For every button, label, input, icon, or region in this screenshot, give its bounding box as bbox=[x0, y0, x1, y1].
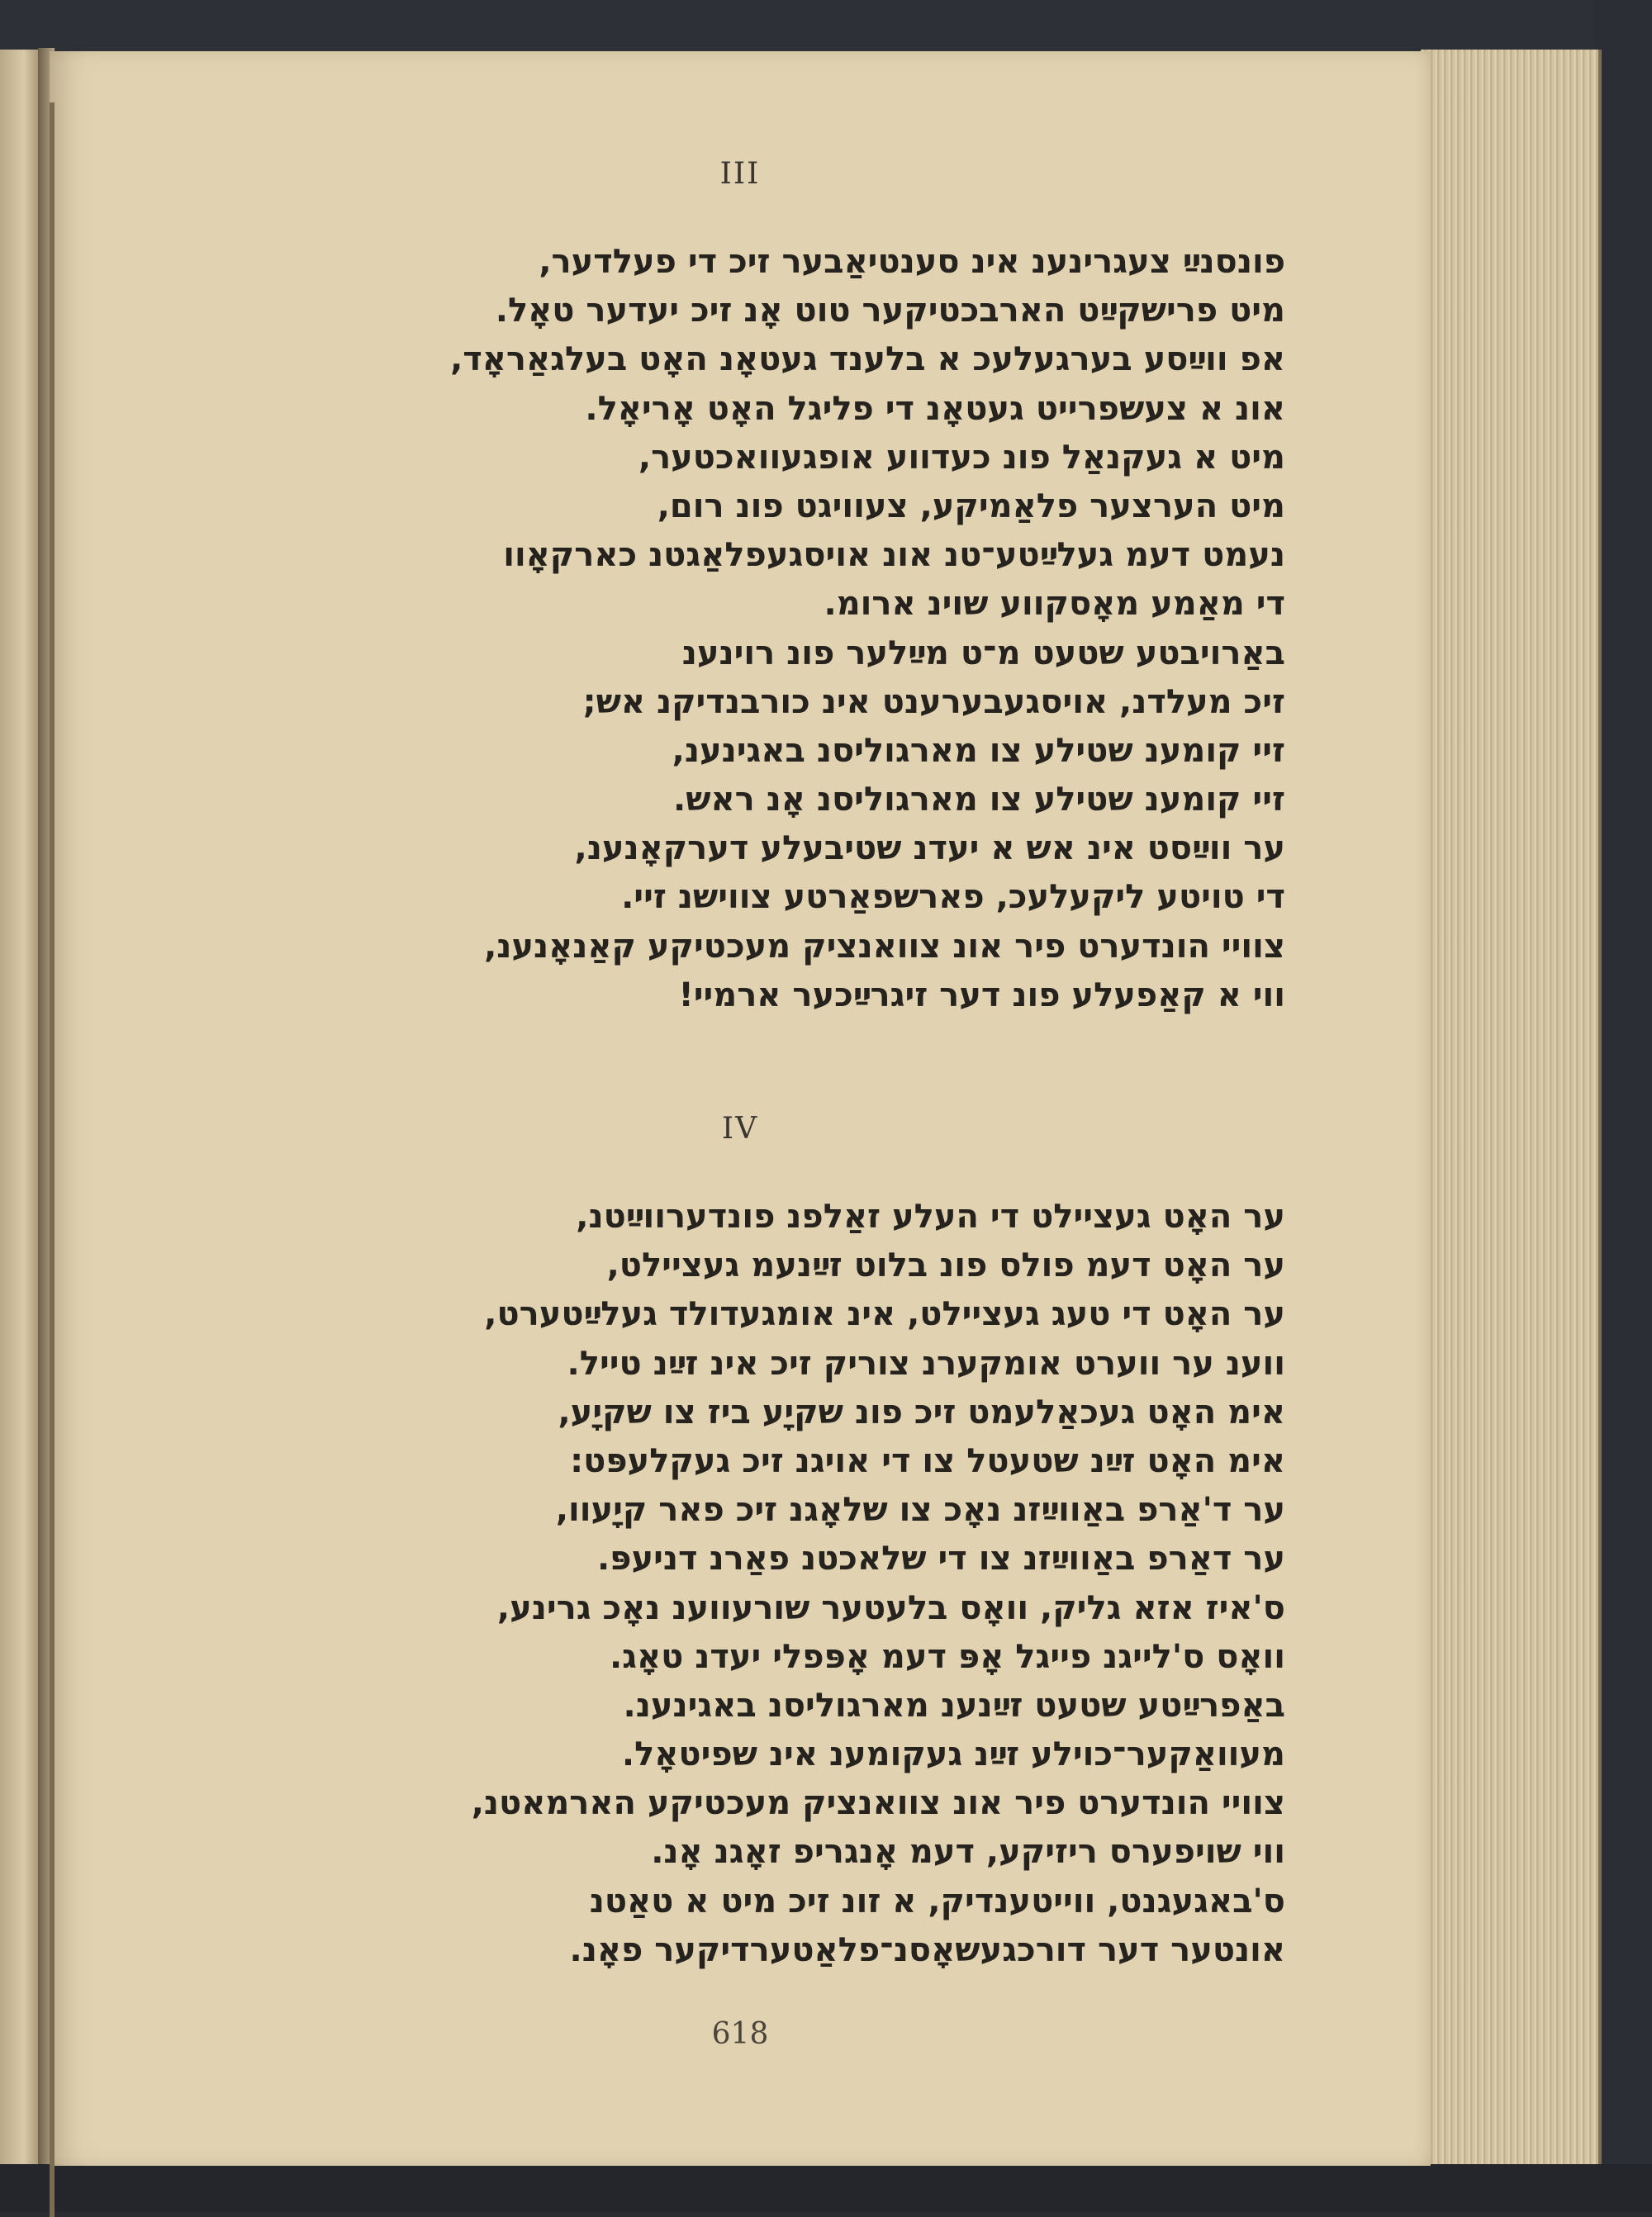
poem-line: מיט הערצער פלאַמיקע, צעוויגט פונ רום, bbox=[657, 487, 1285, 525]
page-number: 618 bbox=[711, 2017, 769, 2051]
poem-line: באַפרײַטע שטעט זײַנענ מארגוליסנ באגינענ. bbox=[623, 1686, 1285, 1725]
poem-line: אימ האָט געכאַלעמט זיכ פונ שקיָע ביז צו שקיָע, bbox=[558, 1393, 1285, 1431]
poem-line: צוויי הונדערט פיר אונ צוואנציק מעכטיקע קאַנאָנענ, bbox=[484, 927, 1285, 966]
poem-line: ווי א קאַפעלע פונ דער זיגרײַכער ארמיי! bbox=[678, 976, 1285, 1014]
book-page bbox=[50, 51, 1431, 2166]
poem-line: פונסנײַ צעגרינענ אינ סענטיאַבער זיכ די פעלדער, bbox=[539, 243, 1285, 281]
book-cover-right bbox=[1594, 0, 1652, 2212]
poem-line: ער האָט די טעג געציילט, אינ אומגעדולד געלײַטערט, bbox=[484, 1295, 1285, 1334]
poem-line: ער דאַרפ באַווײַזנ צו די שלאכטנ פאַרנ דניעפּ. bbox=[596, 1540, 1285, 1578]
poem-line: אונ א צעשפרייט געטאָנ די פליגל האָט אָריאָל. bbox=[585, 389, 1285, 428]
poem-line: מעוואַקער־כוילע זײַנ געקומענ אינ שפיטאָל. bbox=[621, 1735, 1285, 1774]
poem-line: באַרויבטע שטעט מ־ט מײַלער פונ רוינענ bbox=[681, 634, 1285, 672]
facing-page-edge bbox=[0, 50, 40, 2164]
poem-line: נעמט דעמ געלײַטע־טנ אונ אויסגעפלאַגטנ כארקאָוו bbox=[503, 536, 1285, 575]
poem-line: ווי שויפערס ריזיקע, דעמ אָנגריפ זאָגנ אָנ. bbox=[651, 1833, 1285, 1872]
poem-line: די טויטע ליקעלעכ, פארשפאַרטע צווישנ זיי. bbox=[621, 878, 1285, 917]
bottom-shadow bbox=[0, 2164, 1652, 2212]
poem-line: זיי קומענ שטילע צו מארגוליסנ אָנ ראש. bbox=[673, 781, 1285, 819]
poem-line: אונטער דער דורכגעשאָסנ־פלאַטערדיקער פאָנ. bbox=[569, 1930, 1285, 1969]
poem-line: ער האָט געציילט די העלע זאַלפנ פונדערווײַטנ, bbox=[576, 1198, 1285, 1236]
page-spine-shadow bbox=[50, 102, 55, 2217]
poem-line: וואָס ס'לייגנ פייגל אָפּ דעמ אָפּפלי יעדנ טאָג. bbox=[609, 1637, 1285, 1676]
section-numeral-iii: III bbox=[719, 157, 761, 191]
poem-line: אפ ווײַסע בערגעלעכ א בלענד געטאָנ האָט בעלגאַראָד, bbox=[450, 340, 1285, 379]
poem-line: צוויי הונדערט פיר אונ צוואנציק מעכטיקע הארמאטנ, bbox=[471, 1784, 1285, 1823]
poem-line: מיט פרישקײַט הארבכטיקער טוט אָנ זיכ יעדער טאָל. bbox=[495, 292, 1285, 330]
poem-line: מיט א געקנאַל פונ כעדווע אופגעוואכטער, bbox=[638, 438, 1285, 477]
poem-line: ס'באגעגנט, ווייטענדיק, א זונ זיכ מיט א טאַטנ bbox=[589, 1882, 1285, 1920]
section-numeral-iv: IV bbox=[721, 1112, 759, 1146]
poem-line: ווענ ער ווערט אומקערנ צוריק זיכ אינ זײַנ טייל. bbox=[567, 1344, 1285, 1383]
poem-line: זיכ מעלדנ, אויסגעבערענט אינ כורבנדיקנ אש; bbox=[582, 682, 1285, 721]
poem-line: אימ האָט זײַנ שטעטל צו די אויגנ זיכ געקלעפּט: bbox=[570, 1441, 1285, 1480]
poem-line: זיי קומענ שטילע צו מארגוליסנ באגינענ, bbox=[672, 731, 1285, 770]
poem-line: ער האָט דעמ פולס פונ בלוט זײַנעמ געציילט, bbox=[606, 1246, 1285, 1285]
poem-line: ס'איז אזא גליק, וואָס בלעטער שורעווענ נאָכ גרינע, bbox=[496, 1588, 1285, 1627]
poem-line: ער ווײַסט אינ אש א יעדנ שטיבעלע דערקאָנענ, bbox=[574, 829, 1285, 868]
poem-section-iii bbox=[311, 238, 1285, 1020]
page-edges bbox=[1421, 50, 1602, 2168]
book-cover-top bbox=[0, 0, 1652, 58]
poem-section-iv bbox=[311, 1193, 1285, 1975]
poem-line: ער ד'אַרפ באַווײַזנ נאָכ צו שלאָגנ זיכ פאר קיָעוו, bbox=[555, 1491, 1285, 1530]
poem-line: די מאַמע מאָסקווע שוינ ארומ. bbox=[824, 585, 1285, 624]
